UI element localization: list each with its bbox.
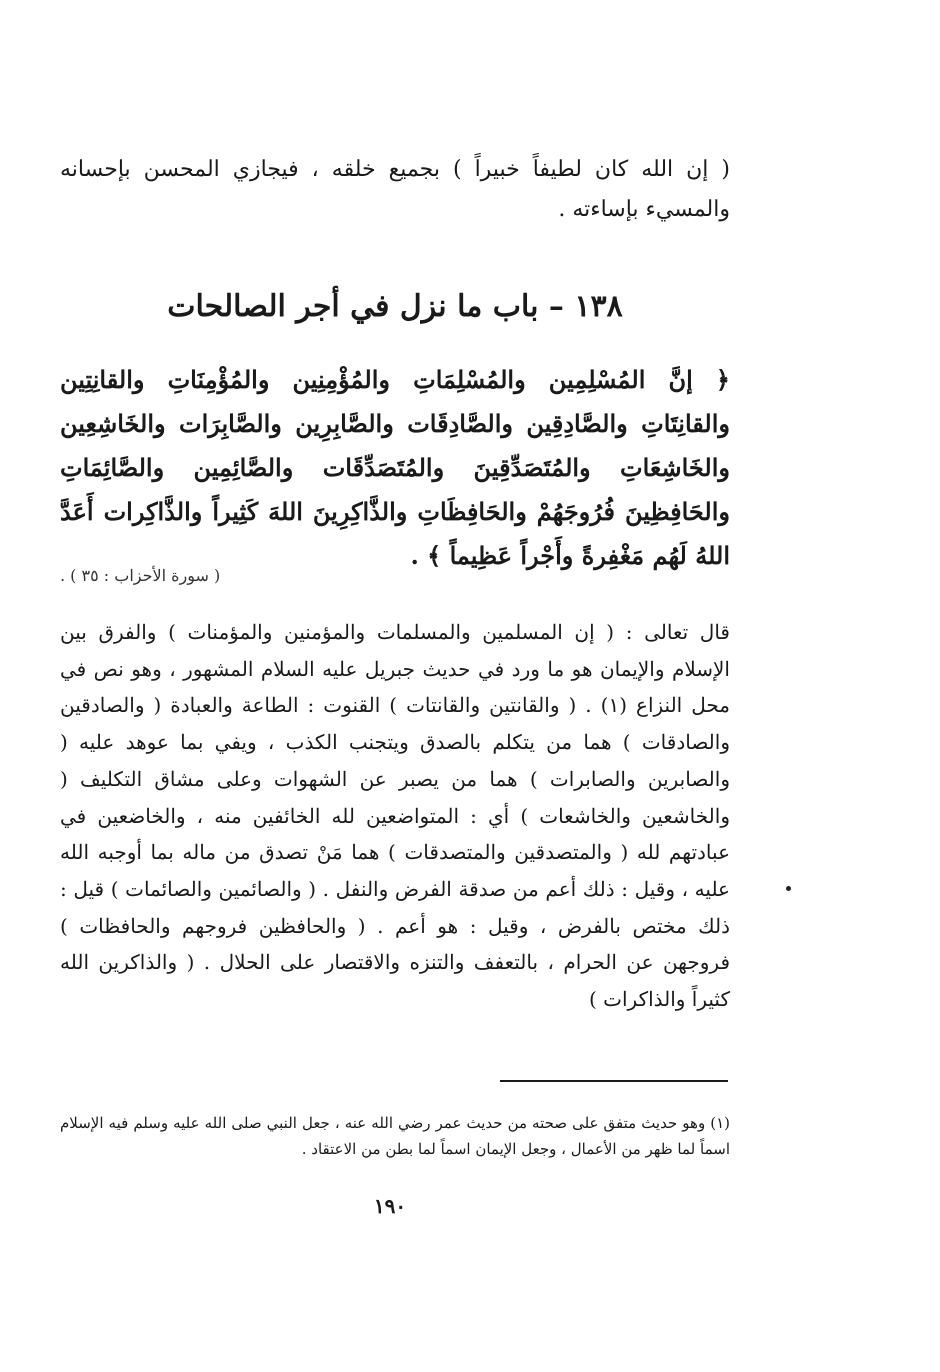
footnote-text: (١) وهو حديث متفق على صحته من حديث عمر رضي الله عنه ، جعل النبي صلى الله عليه وسلم فيه الإسلام اسماً لما ظهر من الأعمال ، وجعل الإيمان اسماً لما بطن من الاعتقاد . bbox=[60, 1114, 730, 1158]
page-number: ١٩٠ bbox=[373, 1194, 407, 1218]
scan-speck bbox=[786, 886, 791, 891]
commentary-text: قال تعالى : ( إن المسلمين والمسلمات والمؤمنين والمؤمنات ) والفرق بين الإسلام والإيمان هو ما ورد في حديث جبريل عليه السلام المشهور ، وهو نص في محل النزاع (١) . ( والقانتين والقانتات ) القنوت : الطاعة والعبادة ( والصادقين والصادقات ) هما من يتكلم بالصدق ويتجنب الكذب ، ويفي بما عوهد عليه ( والصابرين والصابرات ) هما من يصبر عن الشهوات وعلى مشاق التكليف ( والخاشعين والخاشعات ) أي : المتواضعين لله الخائفين منه ، والخاضعين في عبادتهم لله ( والمتصدقين والمتصدقات ) هما مَنْ تصدق من ماله بما أوجبه الله عليه ، وقيل : ذلك أعم من صدقة الفرض والنفل . ( والصائمين والصائمات ) قيل : ذلك مختص بالفرض ، وقيل : هو أعم . ( والحافظين فروجهم والحافظات ) فروجهن عن الحرام ، بالتعفف والتنزه والاقتصار على الحلال . ( والذاكرين الله كثيراً والذاكرات ) bbox=[60, 620, 731, 1012]
intro-text: ( إن الله كان لطيفاً خبيراً ) بجميع خلقه ، فيجازي المحسن بإحسانه والمسيء بإساءته . bbox=[60, 157, 730, 222]
chapter-heading: ١٣٨ – باب ما نزل في أجر الصالحات bbox=[167, 289, 623, 324]
quran-verse bbox=[60, 358, 730, 578]
verse-reference: ( سورة الأحزاب : ٣٥ ) . bbox=[60, 566, 221, 585]
footnote bbox=[60, 1110, 730, 1162]
verse-text: ﴿ إنَّ المُسْلِمِين والمُسْلِمَاتِ والمُؤْمِنِين والمُؤْمِنَاتِ والقانِتِين والقانِتَاتِ والصَّادِقِين والصَّادِقَات والصَّابِرِين والصَّابِرَات والخَاشِعِين والخَاشِعَاتِ والمُتَصَدِّقِينَ والمُتَصَدِّقَات والصَّائِمِين والصَّائِمَاتِ والحَافِظِينَ فُرُوجَهُمْ والحَافِظَاتِ والذَّاكِرِينَ اللهَ كَثِيراً والذَّاكِرات أَعَدَّ اللهُ لَهُم مَغْفِرةً وأَجْراً عَظِيماً ﴾ . bbox=[60, 365, 730, 570]
intro-paragraph bbox=[60, 150, 730, 230]
commentary-paragraph bbox=[60, 614, 730, 1018]
footnote-divider bbox=[500, 1080, 728, 1082]
